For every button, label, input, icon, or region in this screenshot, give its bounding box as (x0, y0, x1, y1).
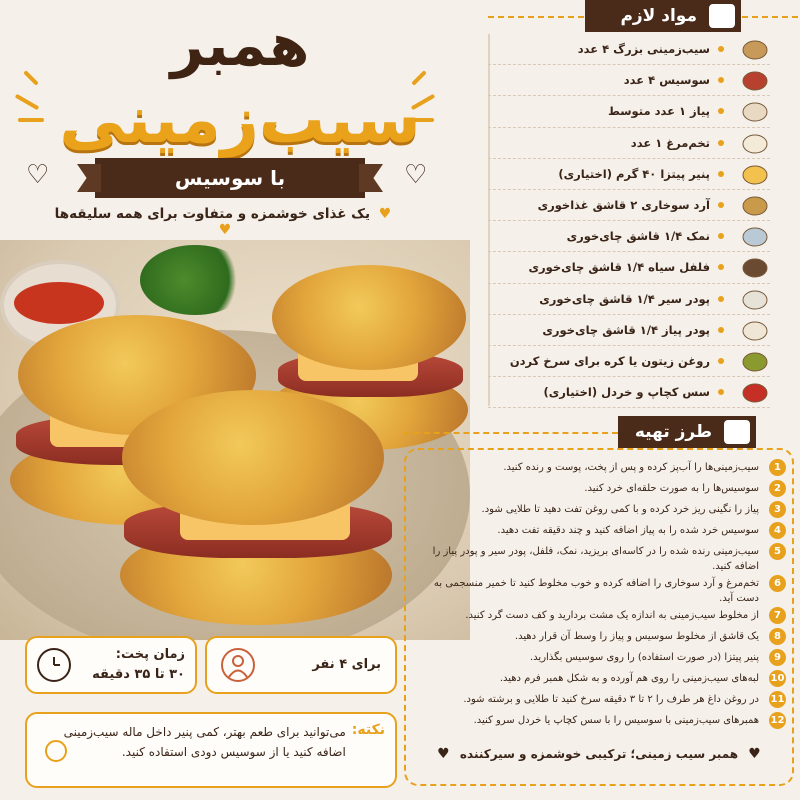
bullet-dot (718, 389, 724, 395)
title-line-2: سیب‌زمینی (59, 81, 421, 158)
tagline (50, 206, 400, 238)
pepper-icon (740, 254, 770, 280)
step-number: 9 (769, 649, 786, 666)
method-step (416, 479, 786, 500)
sausage-icon (740, 67, 770, 93)
servings-box (205, 636, 397, 694)
bullet-dot (718, 327, 724, 333)
ingredient-text: فلفل سیاه ۱/۴ قاشق چای‌خوری (528, 260, 710, 275)
bullet-dot (718, 233, 724, 239)
step-text: لبه‌های سیب‌زمینی را روی هم آورده و به شکل همبر فرم دهید. (499, 673, 759, 684)
subtitle-text: با سوسیس (174, 166, 286, 190)
ingredient-item (488, 96, 770, 127)
lightbulb-icon (45, 740, 67, 762)
recipe-title (30, 10, 450, 160)
method-step (416, 500, 786, 521)
method-step (416, 458, 786, 479)
tip-text: می‌توانید برای طعم بهتر، کمی پنیر داخل ماله سیب‌زمینی اضافه کنید یا از سوسیس دودی استفاده کنید. (63, 725, 346, 759)
method-heading-text: طرز تهیه (634, 422, 712, 442)
ingredient-text: نمک ۱/۴ قاشق چای‌خوری (566, 229, 710, 244)
step-text: همبرهای سیب‌زمینی با سوسیس را با سس کچاپ یا خردل سرو کنید. (473, 715, 759, 726)
step-number: 10 (769, 670, 786, 687)
bullet-dot (718, 264, 724, 270)
bullet-dot (718, 296, 724, 302)
ingredient-text: سوسیس ۴ عدد (623, 73, 710, 88)
ingredient-text: سس کچاپ و خردل (اختیاری) (543, 385, 710, 400)
parsley-garnish (140, 245, 250, 315)
method-footer-text: همبر سیب زمینی؛ ترکیبی خوشمزه و سیرکننده (459, 747, 739, 761)
ingredient-item (488, 284, 770, 315)
cheese-icon (740, 161, 770, 187)
cook-time-label: زمان پخت: (115, 647, 185, 662)
ingredient-text: پیاز ۱ عدد متوسط (607, 104, 710, 119)
ingredient-item (488, 346, 770, 377)
garlic-powder-icon (740, 286, 770, 312)
steps-list (416, 458, 786, 732)
ketchup-mustard-icon (740, 379, 770, 405)
step-number: 11 (769, 691, 786, 708)
ingredient-text: پودر پیاز ۱/۴ قاشق چای‌خوری (542, 322, 710, 337)
step-text: پنیر پیتزا (در صورت استفاده) را روی سوسیس بگذارید. (530, 652, 759, 663)
salt-icon (740, 223, 770, 249)
step-number: 7 (769, 607, 786, 624)
method-step (416, 542, 786, 574)
method-step (416, 574, 786, 606)
step-number: 12 (769, 712, 786, 729)
onion-icon (740, 98, 770, 124)
clock-icon (37, 648, 71, 682)
potato-icon (740, 36, 770, 62)
bullet-dot (718, 108, 724, 114)
tip-title: نکته: (351, 722, 385, 738)
bullet-dot (718, 140, 724, 146)
ingredient-item (488, 315, 770, 346)
bullet-dot (718, 171, 724, 177)
step-number: 8 (769, 628, 786, 645)
ingredient-item (488, 190, 770, 221)
step-text: سوسیس‌ها را به صورت حلقه‌ای خرد کنید. (584, 483, 759, 494)
ingredients-heading-text: مواد لازم (620, 6, 697, 26)
subtitle-banner (95, 158, 365, 198)
ingredient-text: پنیر پیتزا ۴۰ گرم (اختیاری) (558, 166, 710, 181)
divider (742, 16, 798, 18)
bullet-dot (718, 46, 724, 52)
divider (404, 432, 618, 434)
ingredient-item (488, 221, 770, 252)
servings-text: برای ۴ نفر (312, 657, 381, 672)
heart-outline-icon: ♡ (404, 160, 428, 190)
method-step (416, 606, 786, 627)
step-number: 1 (769, 459, 786, 476)
method-step (416, 690, 786, 711)
bullet-dot (718, 77, 724, 83)
ingredient-text: روغن زیتون یا کره برای سرخ کردن (509, 353, 710, 368)
step-text: تخم‌مرغ و آرد سوخاری را اضافه کرده و خوب مخلوط کنید تا خمیر منسجمی به دست آید. (433, 578, 759, 604)
method-step (416, 648, 786, 669)
step-number: 4 (769, 522, 786, 539)
method-step (416, 627, 786, 648)
bullet-dot (718, 358, 724, 364)
ingredient-text: آرد سوخاری ۲ قاشق غذاخوری (537, 198, 710, 213)
tagline-text: یک غذای خوشمزه و متفاوت برای همه سلیقه‌ها (54, 206, 371, 222)
oil-bottle-icon (740, 348, 770, 374)
potato-burger (120, 390, 400, 630)
heart-icon: ♥ (437, 746, 450, 762)
method-heading (618, 416, 756, 448)
step-number: 6 (769, 575, 786, 592)
garlic-icon (740, 317, 770, 343)
egg-icon (740, 130, 770, 156)
step-text: سیب‌زمینی رنده شده را در کاسه‌ای بریزید، نمک، فلفل، پودر سیر و پودر پیاز را اضافه کنید. (432, 546, 759, 572)
cook-time-box (25, 636, 197, 694)
heart-icon: ♥ (218, 222, 232, 238)
bullet-dot (718, 202, 724, 208)
divider (488, 16, 584, 18)
pot-icon (722, 418, 752, 446)
step-text: سیب‌زمینی‌ها را آب‌پز کرده و پس از پخت، پوست و رنده کنید. (503, 462, 759, 473)
step-number: 3 (769, 501, 786, 518)
step-text: در روغن داغ هر طرف را ۲ تا ۳ دقیقه سرخ کنید تا طلایی و برشته شود. (463, 694, 759, 705)
heart-icon: ♥ (378, 206, 392, 222)
title-line-1: همبر (170, 11, 310, 79)
cook-time-value: ۳۰ تا ۳۵ دقیقه (92, 667, 185, 682)
step-number: 2 (769, 480, 786, 497)
ingredient-item (488, 159, 770, 190)
ingredient-item (488, 377, 770, 408)
calculator-icon (707, 2, 737, 30)
step-text: از مخلوط سیب‌زمینی به اندازه یک مشت بردارید و کف دست گرد کنید. (465, 610, 759, 621)
tip-box (25, 712, 397, 788)
ingredients-heading (585, 0, 741, 32)
method-step (416, 669, 786, 690)
step-text: سوسیس خرد شده را به پیاز اضافه کنید و چند دقیقه تفت دهید. (497, 525, 759, 536)
heart-outline-icon: ♡ (26, 160, 50, 190)
heart-icon: ♥ (748, 746, 761, 762)
ingredient-text: سیب‌زمینی بزرگ ۴ عدد (577, 42, 710, 57)
method-footer (404, 746, 794, 762)
ingredient-text: پودر سیر ۱/۴ قاشق چای‌خوری (539, 291, 710, 306)
person-icon (221, 648, 255, 682)
step-number: 5 (769, 543, 786, 560)
step-text: یک قاشق از مخلوط سوسیس و پیاز را وسط آن قرار دهید. (514, 631, 759, 642)
breadcrumbs-icon (740, 192, 770, 218)
step-text: پیاز را نگینی ریز خرد کرده و با کمی روغن تفت دهید تا طلایی شود. (481, 504, 759, 515)
ingredient-item (488, 34, 770, 65)
ingredient-item (488, 65, 770, 96)
ingredient-item (488, 128, 770, 159)
ingredient-text: تخم‌مرغ ۱ عدد (630, 135, 710, 150)
food-photo (0, 240, 470, 640)
ingredient-item (488, 252, 770, 283)
method-step (416, 521, 786, 542)
method-step (416, 711, 786, 732)
ingredients-list (488, 34, 770, 408)
